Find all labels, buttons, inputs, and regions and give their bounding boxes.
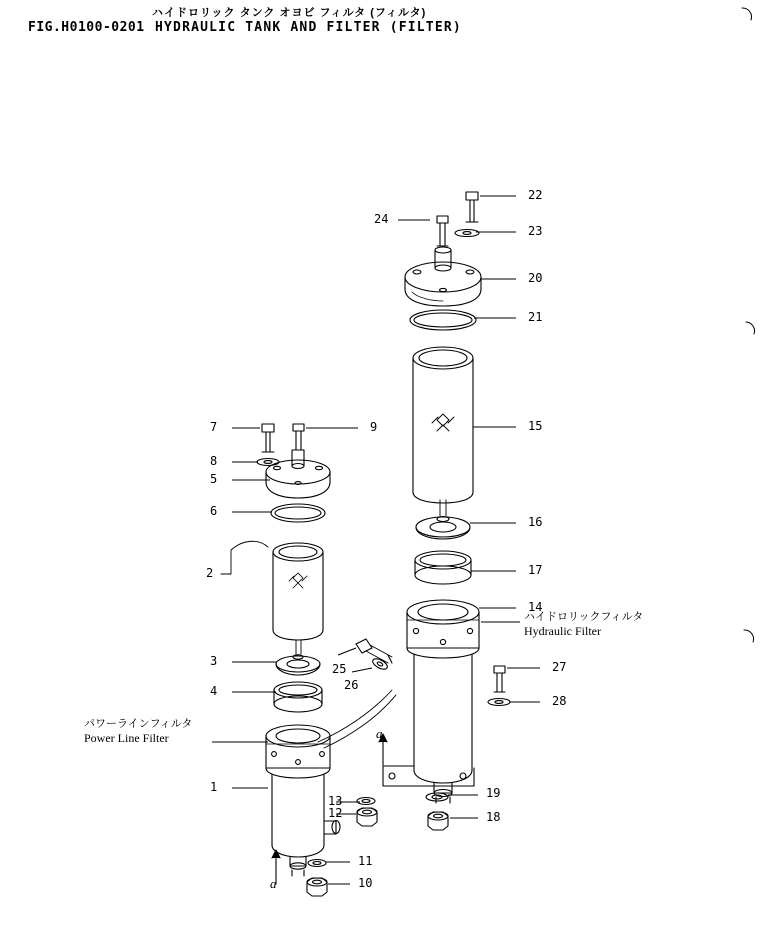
label-power-line-filter (84, 718, 192, 745)
part-4-oring (274, 682, 322, 712)
callout-9: 9 (370, 420, 378, 434)
part-13-washer (357, 798, 375, 805)
part-16-valve-seat (416, 500, 470, 539)
callout-4: 4 (210, 684, 218, 698)
callout-16: 16 (528, 515, 543, 529)
callout-19: 19 (486, 786, 501, 800)
callout-20: 20 (528, 271, 543, 285)
diagram-title-english: HYDRAULIC TANK AND FILTER (FILTER) (155, 20, 462, 35)
part-22-bolt (466, 192, 478, 222)
callout-2: 2 (206, 566, 214, 580)
callout-6: 6 (210, 504, 218, 518)
leader-lines (212, 196, 543, 884)
callout-21: 21 (528, 310, 543, 324)
part-6-oring (271, 504, 325, 522)
part-28-washer (488, 699, 510, 706)
part-24-plug (437, 216, 448, 246)
part-2-filter-element (273, 543, 323, 640)
part-20-cover (405, 247, 481, 306)
section-letter-a-right: a (376, 726, 383, 741)
part-21-oring (410, 310, 476, 330)
callout-18: 18 (486, 810, 501, 824)
callout-10: 10 (358, 876, 373, 890)
label-power-line-filter-en: Power Line Filter (84, 731, 169, 745)
label-hydraulic-filter (524, 611, 643, 638)
callout-23: 23 (528, 224, 543, 238)
section-letter-a-left: a (270, 876, 277, 891)
callout-3: 3 (210, 654, 218, 668)
callout-12: 12 (328, 806, 343, 820)
part-23-washer (455, 230, 479, 237)
callout-24: 24 (374, 212, 389, 226)
callout-26: 26 (344, 678, 359, 692)
part-9-plug (293, 424, 304, 450)
part-19-washer (426, 793, 448, 801)
callout-27: 27 (552, 660, 567, 674)
label-hydraulic-filter-en: Hydraulic Filter (524, 624, 601, 638)
figure-number: FIG.H0100-0201 (28, 20, 145, 35)
callout-13: 13 (328, 794, 343, 808)
callout-25: 25 (332, 662, 347, 676)
callout-1: 1 (210, 780, 218, 794)
part-11-washer (308, 860, 326, 867)
label-hydraulic-filter-jp: ハイドロリックフィルタ (524, 611, 644, 623)
part-5-cover (266, 450, 330, 498)
diagram-title-japanese: ハイドロリック タンク オヨビ フィルタ (フィルタ) (152, 7, 427, 19)
label-power-line-filter-jp: パワーラインフィルタ (84, 718, 193, 730)
callout-14: 14 (528, 600, 543, 614)
part-14-filter-housing (383, 600, 479, 803)
part-7-bolt (262, 424, 274, 452)
callout-5: 5 (210, 472, 218, 486)
callout-22: 22 (528, 188, 543, 202)
callout-7: 7 (210, 420, 218, 434)
part-10-nut (307, 878, 327, 896)
part-18-nut (428, 812, 448, 830)
part-8-washer (257, 459, 279, 466)
part-17-oring (415, 551, 471, 584)
callout-28: 28 (552, 694, 567, 708)
callout-15: 15 (528, 419, 543, 433)
part-1-filter-housing (266, 690, 396, 876)
callout-11: 11 (358, 854, 373, 868)
part-15-filter-element (413, 347, 473, 503)
part-3-valve-seat (276, 640, 320, 675)
part-27-bolt (494, 666, 505, 692)
callout-17: 17 (528, 563, 543, 577)
callout-8: 8 (210, 454, 218, 468)
part-12-nut (357, 808, 377, 826)
